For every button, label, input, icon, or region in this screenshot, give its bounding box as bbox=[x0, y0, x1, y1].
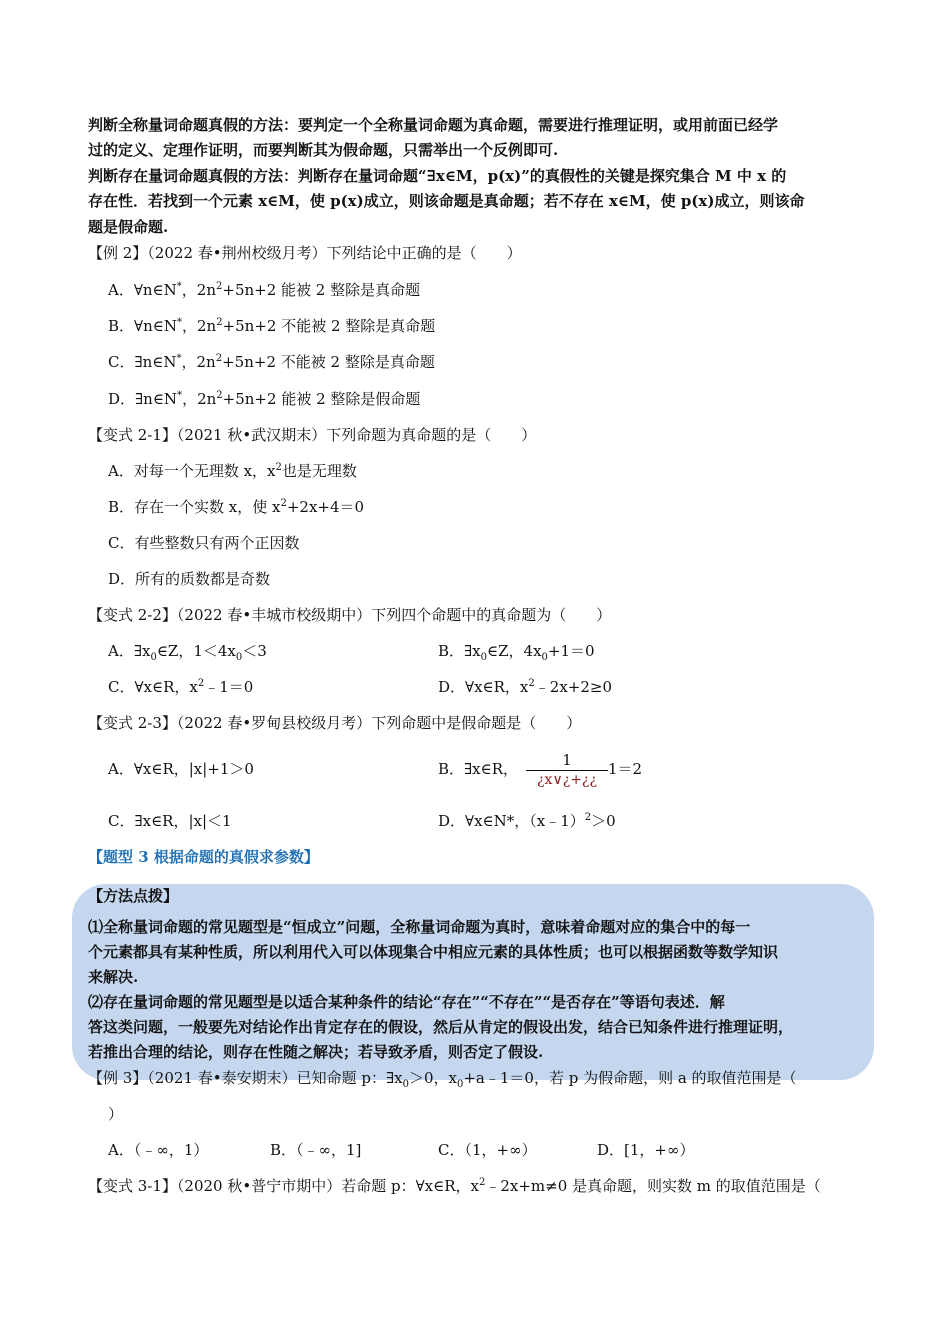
variant-2-1-title: 【变式 2-1】（2021 秋•武汉期末）下列命题为真命题的是（ ） bbox=[88, 426, 537, 444]
variant-2-3-option-b-label: B．∃x∈R， bbox=[438, 760, 519, 778]
example-3-option-b: B．（﹣∞，1] bbox=[270, 1141, 362, 1159]
example-2-option-a: A．∀n∈N*，$2n^2+5n+2$ 能被 2 整除是真命题 bbox=[108, 281, 421, 299]
example-3-option-d: D．[1，+∞） bbox=[597, 1141, 695, 1159]
variant-2-3-option-a: A．∀x∈R，|x|+1＞0 bbox=[108, 760, 254, 778]
variant-2-1-option-b: B．存在一个实数 x，使 $x^2+2x+4=0$ bbox=[108, 498, 365, 516]
intro-line-3: 判断存在量词命题真假的方法：判断存在量词命题“∃x∈M，p(x)”的真假性的关键是探究集合 M 中 x 的 bbox=[88, 167, 787, 185]
variant-2-1-option-a: A．对每一个无理数 x，$x^2$也是无理数 bbox=[108, 462, 357, 480]
variant-2-3-fraction bbox=[526, 750, 608, 789]
fraction-numerator: 1 bbox=[562, 751, 572, 769]
example-3-title: 【例 3】（2021 春•泰安期末）已知命题 p：$\exists x_0>0$，$x_0+a﹣1=0$，若 p 为假命题，则 a 的取值范围是（ bbox=[88, 1069, 797, 1090]
intro-line-4: 存在性．若找到一个元素 x∈M，使 p(x)成立，则该命题是真命题；若不存在 x∈M，使 p(x)成立，则该命 bbox=[88, 192, 805, 210]
method-line-6: 若推出合理的结论，则存在性随之解决；若导致矛盾，则否定了假设. bbox=[88, 1043, 544, 1061]
example-3-option-a: A．（﹣∞，1） bbox=[108, 1141, 209, 1159]
example-2-option-d: D．∃n∈N*，$2n^2+5n+2$ 能被 2 整除是假命题 bbox=[108, 390, 421, 408]
variant-2-2-option-d: D．∀x∈R，$x^2﹣2x+2\ge 0$ bbox=[438, 678, 613, 696]
example-2-option-c: C．∃n∈N*，$2n^2+5n+2$ 不能被 2 整除是真命题 bbox=[108, 353, 435, 371]
variant-2-2-option-b: B．$\exists x_0\in Z$，$4x_0+1=0$ bbox=[438, 642, 595, 663]
method-line-4: ⑵存在量词命题的常见题型是以适合某种条件的结论“存在”“不存在”“是否存在”等语句表述．解 bbox=[88, 993, 725, 1011]
variant-2-2-option-c: C．∀x∈R，$x^2﹣1=0$ bbox=[108, 678, 254, 696]
intro-line-5: 题是假命题. bbox=[88, 218, 169, 236]
method-line-5: 答这类问题，一般要先对结论作出肯定存在的假设，然后从肯定的假设出发，结合已知条件进行推理证明， bbox=[88, 1018, 794, 1036]
variant-2-1-option-d: D．所有的质数都是奇数 bbox=[108, 570, 271, 588]
variant-2-2-title: 【变式 2-2】（2022 春•丰城市校级期中）下列四个命题中的真命题为（ ） bbox=[88, 606, 612, 624]
example-3-title-cont: ） bbox=[108, 1105, 124, 1123]
variant-2-1-option-c: C．有些整数只有两个正因数 bbox=[108, 534, 300, 552]
method-line-2: 个元素都具有某种性质，所以利用代入可以体现集合中相应元素的具体性质；也可以根据函数等数学知识 bbox=[88, 943, 779, 961]
variant-2-3-option-d: D．∀x∈N*，（x﹣1）$^2$＞0 bbox=[438, 812, 616, 830]
method-line-3: 来解决. bbox=[88, 968, 139, 986]
variant-2-2-option-a: A．$\exists x_0\in Z$，$1<4x_0<3$ bbox=[108, 642, 267, 663]
example-3-option-c: C．（1，+∞） bbox=[438, 1141, 537, 1159]
variant-2-3-option-c: C．∃x∈R，|x|＜1 bbox=[108, 812, 232, 830]
intro-line-1: 判断全称量词命题真假的方法：要判定一个全称量词命题为真命题，需要进行推理证明，或用前面已经学 bbox=[88, 116, 779, 134]
variant-2-3-title: 【变式 2-3】（2022 春•罗甸县校级月考）下列命题中是假命题是（ ） bbox=[88, 714, 582, 732]
example-2-option-b: B．∀n∈N*，$2n^2+5n+2$ 不能被 2 整除是真命题 bbox=[108, 317, 436, 335]
type-3-heading: 【题型 3 根据命题的真假求参数】 bbox=[88, 848, 319, 866]
method-title: 【方法点拨】 bbox=[88, 887, 179, 905]
intro-line-2: 过的定义、定理作证明，而要判断其为假命题，只需举出一个反例即可. bbox=[88, 141, 559, 159]
fraction-denominator: ¿x∨¿+¿¿ bbox=[537, 772, 597, 788]
example-2-title: 【例 2】（2022 春•荆州校级月考）下列结论中正确的是（ ） bbox=[88, 244, 522, 262]
variant-3-1-title: 【变式 3-1】（2020 秋•普宁市期中）若命题 p：∀x∈R，$x^2﹣2x+m\ne 0$ 是真命题，则实数 m 的取值范围是（ bbox=[88, 1177, 821, 1195]
method-line-1: ⑴全称量词命题的常见题型是“恒成立”问题，全称量词命题为真时，意味着命题对应的集合中的每一 bbox=[88, 918, 751, 936]
variant-2-3-option-b-tail: 1＝2 bbox=[608, 760, 643, 778]
